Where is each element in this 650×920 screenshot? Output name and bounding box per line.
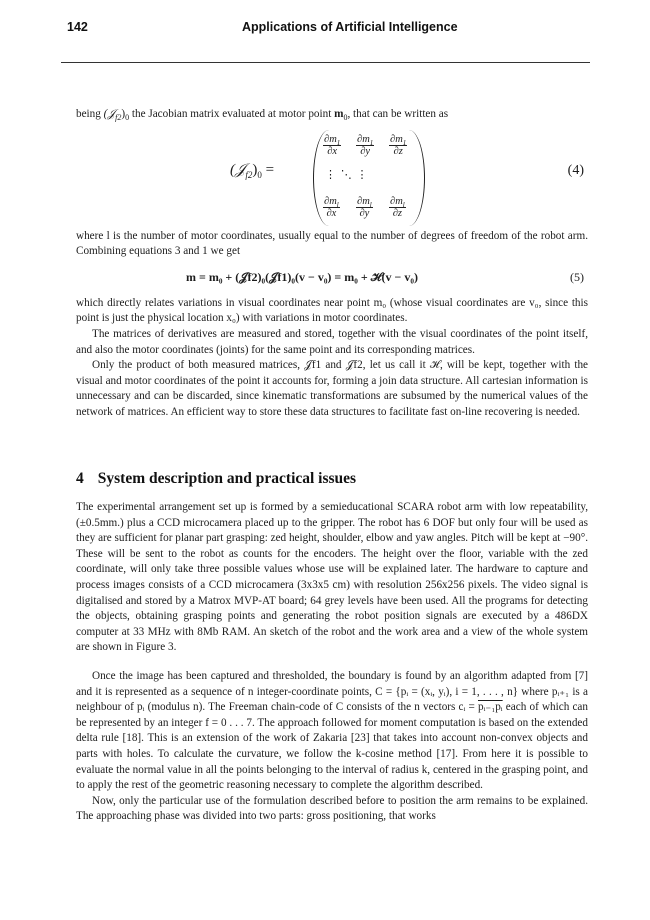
running-header <box>67 20 590 42</box>
intro-line: being $(𝒥_{f2})_0$ the Jacobian matrix evaluated at motor point $m_0$, that can be written as <box>76 108 449 123</box>
book-title: Applications of Artificial Intelligence <box>242 20 458 34</box>
matrix-entry: $\frac{\partial m_l}{\partial y}$ <box>357 195 372 219</box>
paragraph-matrices: The matrices of derivatives are measured and stored, together with the visual coordinates of the point itself, and also the motor coordinates (joints) for the same point and its corresponding matrices. <box>76 327 588 356</box>
matrix-entry: $\frac{\partial m_l}{\partial z}$ <box>390 195 405 219</box>
matrix-entry: $\frac{\partial m_1}{\partial x}$ <box>324 133 341 157</box>
equation-4 <box>76 127 588 229</box>
paragraph-only: Only the product of both measured matrices, 𝒥f1 and 𝒥f2, let us call it ℋ, will be kept, together with the visual and motor coordinates of the point it accounts for, forming a join data structure. All cartesian information is unnecessary and can be discarded, since kinematic transformations are subsumed by the numerical values of the network of matrices. An efficient way to store these data structures to facilitate fast on-line recovering is needed. <box>76 359 588 418</box>
paragraph-which: which directly relates variations in visual coordinates near point m₀ (whose visual coordinates are v₀, since this point is just the physical location x₀) with variations in motor coordinates. <box>76 296 588 325</box>
section-number: 4 <box>76 470 84 487</box>
equation-4-lhs: $(𝒥_{f2})_0$ = <box>230 161 275 180</box>
matrix-entry: $\frac{\partial m_1}{\partial z}$ <box>390 133 407 157</box>
paragraph-now: Now, only the particular use of the formulation described before to position the arm remains to be explained. The approaching phase was divided into two parts: gross positioning, that works <box>76 794 588 823</box>
equation-5-expression: m = m₀ + (𝒥f2)₀(𝒥f1)₀(v − v₀) = m₀ + ℋ(v − v₀) <box>186 269 418 284</box>
section-text-block <box>76 500 588 825</box>
paragraph-where: where l is the number of motor coordinates, usually equal to the number of degrees of freedom of the robot arm. Combining equations 3 and 1 we get <box>76 229 588 258</box>
paragraph-experimental: The experimental arrangement set up is formed by a semieducational SCARA robot arm with low repeatability, (±0.5mm.) plus a CCD microcamera placed up to the gripper. The robot has 6 DOF but only four will be used as they are sufficient for planar part grasping: zed height, shoulder, elbow and yaw angles. Pitch will be kept at −90°. These will be sent to the robot as counts for the encoders. The height over the floor, variable with the zed coordinate, will only take three possible values whose use will be explained later. The hardware to capture and process images consists of a CCD microcamera (3x3x5 cm) with resolution 256x256 pixels. The video signal is digitalised and stored by a Matrox MVP-AT board; 64 grey levels have been used. All the programs for detecting the objects, obtaining grasping points and generating the robot position signals are executed by a 486DX computer at 33 MHz with 8Mb RAM. An sketch of the robot and the work area and a view of the whole system are shown in Figure 3. <box>76 501 588 654</box>
equation-5-number: (5) <box>570 269 584 284</box>
header-rule <box>61 62 590 63</box>
chain-vector: pᵢ₋₁pᵢ <box>477 701 503 714</box>
section-title: System description and practical issues <box>97 470 357 487</box>
paragraph-boundary: Once the image has been captured and thresholded, the boundary is found by an algorithm adapted from [7] and it is represented as a sequence of n integer-coordinate points, C = {pᵢ = (xᵢ, yᵢ), i = 1, . . . , n} where pᵢ₊₁ is a neighbour of pᵢ (modulus n). The Freeman chain-code of C consists of the n vectors cᵢ = pᵢ₋₁pᵢ each of which can be represented by an integer f = 0 . . . 7. The approach followed for moment computation is based on the extended delta rule [18]. This is an extension of the work of Zakaria [23] that takes into account non-convex objects and parts with holes. To calculate the curvature, we follow the k-cosine method [17]. From here it is possible to evaluate the normal value in all the points belonging to the interval of radius k, centered in the grasping point, and to apply the rest of the geometric reasoning necessary to complete the algorithm described. <box>76 669 588 792</box>
main-text-block <box>76 107 588 421</box>
section-heading <box>76 470 356 488</box>
matrix-entry: $\frac{\partial m_1}{\partial y}$ <box>357 133 374 157</box>
page-number: 142 <box>67 20 88 34</box>
equation-5 <box>76 266 588 292</box>
jacobian-matrix <box>313 130 425 226</box>
matrix-ellipsis-row: ⋮ ⋱ ⋮ <box>325 168 369 181</box>
matrix-entry: $\frac{\partial m_l}{\partial x}$ <box>324 195 339 219</box>
equation-4-number: (4) <box>567 162 584 178</box>
